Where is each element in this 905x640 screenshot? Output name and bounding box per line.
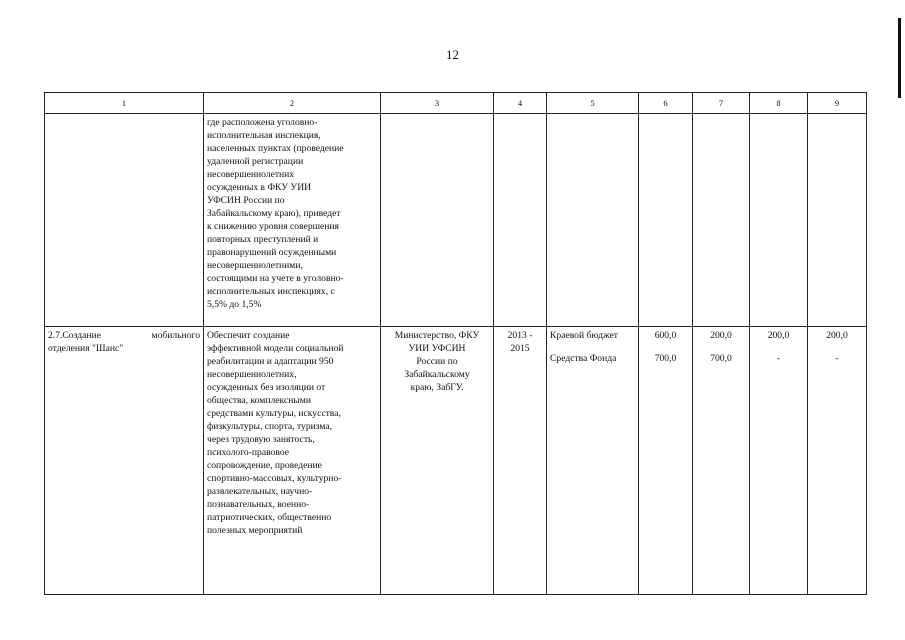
- cell-empty: [547, 114, 639, 327]
- row2-col7: [693, 327, 750, 595]
- row2-activity-name: [45, 327, 204, 595]
- value: 700,0: [710, 353, 732, 364]
- text-line: краю, ЗабГУ.: [410, 382, 464, 393]
- row2-executors: [381, 327, 494, 595]
- header-col-3: 3: [381, 93, 494, 114]
- text-line: полезных мероприятий: [207, 525, 303, 536]
- text-line: Забайкальскому краю), приведет: [207, 208, 341, 219]
- table-row: [45, 114, 867, 327]
- text-line: удаленной регистрации: [207, 156, 304, 167]
- text-line: повторных преступлений и: [207, 234, 319, 245]
- text-line: состоящими на учете в уголовно-: [207, 273, 344, 284]
- cell-empty: [808, 114, 867, 327]
- text-line: осужденных без изоляции от: [207, 382, 326, 393]
- text-line: УФСИН России по: [207, 195, 285, 206]
- text-line: несовершеннолетних: [207, 169, 295, 180]
- cell-empty: [381, 114, 494, 327]
- text-part: 2.7.Создание: [48, 330, 101, 341]
- text-line: средствами культуры, искусства,: [207, 408, 341, 419]
- text-line: общества, комплексными: [207, 395, 311, 406]
- header-col-5: 5: [547, 93, 639, 114]
- text-line: Забайкальскому: [404, 369, 470, 380]
- program-table: [44, 92, 867, 595]
- text-line: эффективной модели социальной: [207, 343, 344, 354]
- value: 200,0: [710, 330, 732, 341]
- text-part: мобильного: [151, 330, 200, 341]
- text-line: несовершеннолетних,: [207, 369, 297, 380]
- text-line: исполнительных инспекциях, с: [207, 286, 335, 297]
- activity-name-line: [48, 329, 200, 342]
- scan-edge-mark: [898, 18, 901, 98]
- header-col-2: 2: [204, 93, 381, 114]
- cell-empty: [693, 114, 750, 327]
- header-col-4: 4: [494, 93, 547, 114]
- text-line: 5,5% до 1,5%: [207, 299, 262, 310]
- row2-col8: [750, 327, 808, 595]
- text-line: Обеспечит создание: [207, 330, 290, 341]
- spacer: [811, 342, 863, 352]
- text-line: развлекательных, научно-: [207, 486, 313, 497]
- text-line: сопровождение, проведение: [207, 460, 322, 471]
- value: 700,0: [654, 353, 677, 364]
- text-line: УИИ УФСИН: [408, 343, 466, 354]
- spacer: [696, 342, 746, 352]
- value: -: [776, 353, 781, 364]
- text-line: Министерство, ФКУ: [394, 330, 480, 341]
- text-line: реабилитации и адаптации 950: [207, 356, 334, 367]
- text-line: 2015: [510, 343, 530, 354]
- cell-empty: [45, 114, 204, 327]
- header-col-8: 8: [750, 93, 808, 114]
- text-line: патриотических, общественно: [207, 512, 332, 523]
- cell-empty: [750, 114, 808, 327]
- table-row: [45, 327, 867, 595]
- text-line: осужденных в ФКУ УИИ: [207, 182, 312, 193]
- header-col-9: 9: [808, 93, 867, 114]
- text-line: где расположена уголовно-: [207, 117, 318, 128]
- text-line: несовершеннолетними,: [207, 260, 303, 271]
- row2-col6: [639, 327, 693, 595]
- value: 200,0: [767, 330, 790, 341]
- value: -: [835, 353, 839, 364]
- text-line: через трудовую занятость,: [207, 434, 315, 445]
- spacer: [753, 342, 804, 352]
- cell-empty: [494, 114, 547, 327]
- header-col-7: 7: [693, 93, 750, 114]
- row2-sources: [547, 327, 639, 595]
- text-line: России по: [416, 356, 458, 367]
- spacer: [550, 342, 635, 352]
- row2-description: [204, 327, 381, 595]
- text-line: познавательных, военно-: [207, 499, 310, 510]
- spacer: [642, 342, 689, 352]
- text-line: Средства Фонда: [550, 353, 617, 364]
- text-line: психолого-правовое: [207, 447, 289, 458]
- text-line: исполнительная инспекция,: [207, 130, 321, 141]
- row2-period: [494, 327, 547, 595]
- row2-col9: [808, 327, 867, 595]
- text-line: отделения "Шанс": [48, 343, 124, 354]
- row1-description: [204, 114, 381, 327]
- text-line: правонарушений осужденными: [207, 247, 337, 258]
- text-line: 2013 -: [507, 330, 533, 341]
- text-line: спортивно-массовых, культурно-: [207, 473, 342, 484]
- text-line: к снижению уровня совершения: [207, 221, 339, 232]
- text-line: населенных пунктах (проведение: [207, 143, 344, 154]
- page-number: 12: [446, 47, 459, 62]
- value: 200,0: [826, 330, 848, 341]
- header-col-1: 1: [45, 93, 204, 114]
- text-line: Краевой бюджет: [550, 330, 618, 341]
- cell-empty: [639, 114, 693, 327]
- header-row: [45, 93, 867, 114]
- text-line: физкультуры, спорта, туризма,: [207, 421, 333, 432]
- header-col-6: 6: [639, 93, 693, 114]
- value: 600,0: [654, 330, 677, 341]
